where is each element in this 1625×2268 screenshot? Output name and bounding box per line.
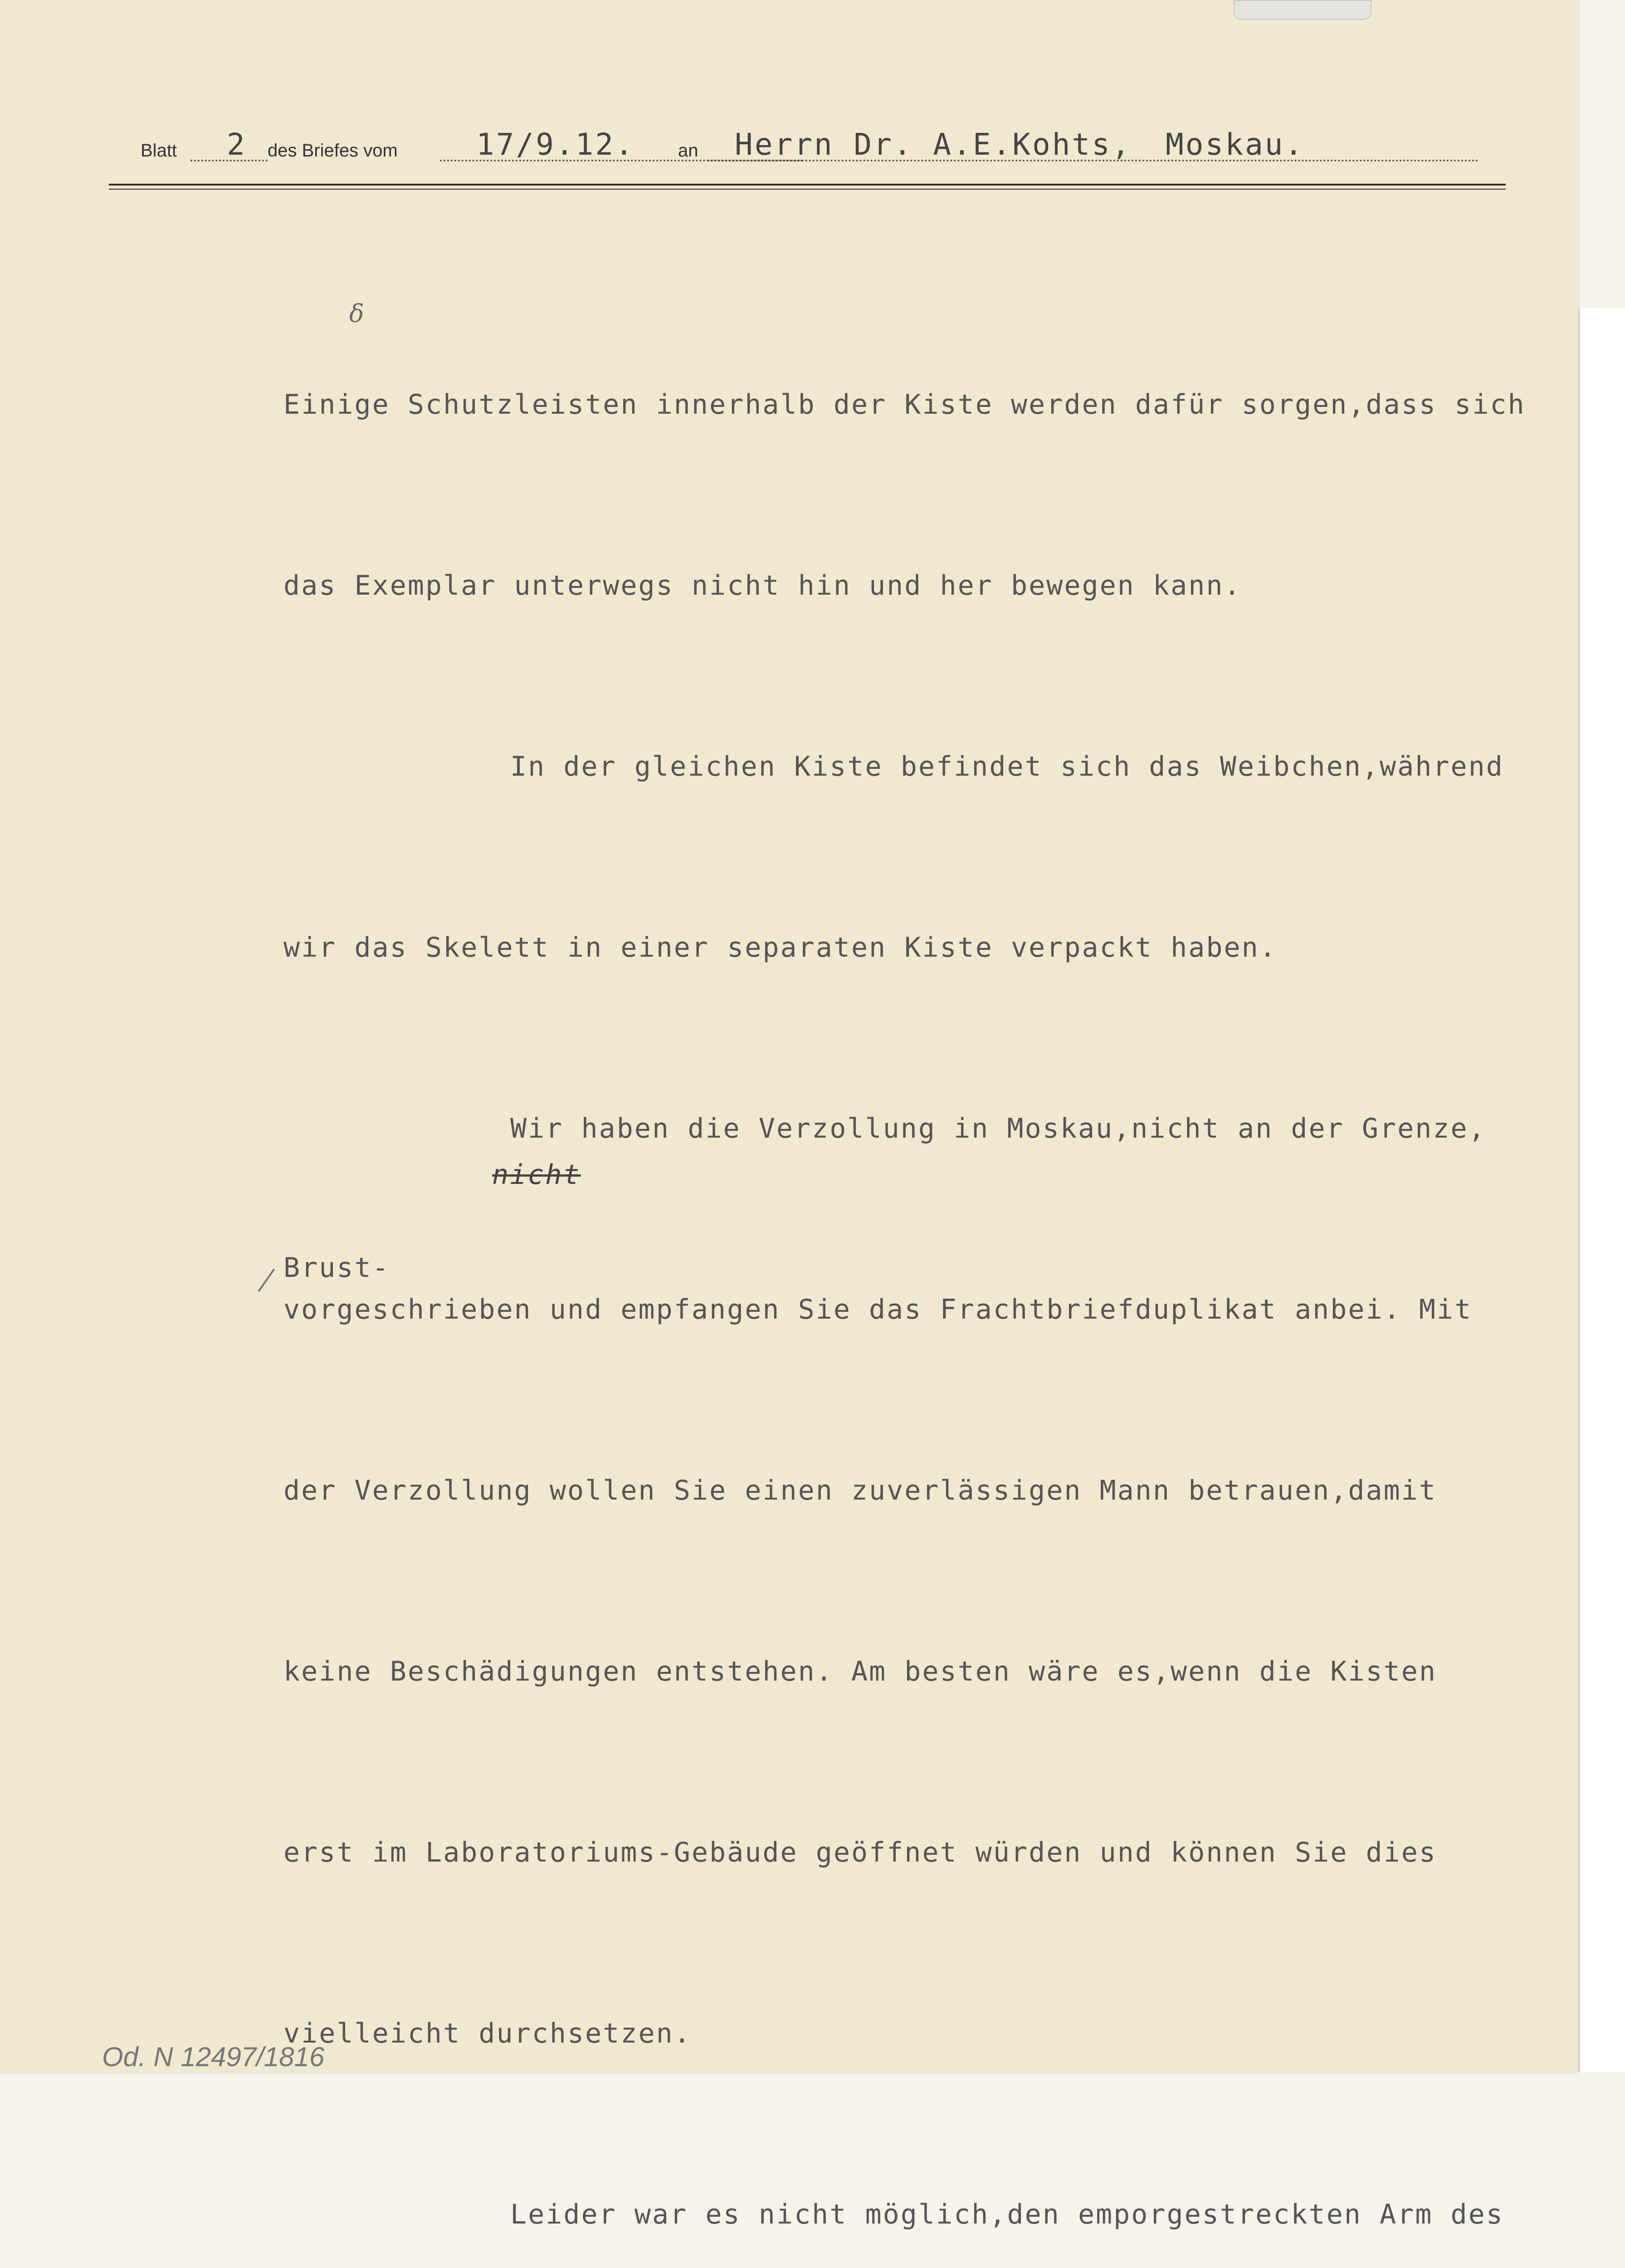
body-line: Leider war es nicht möglich,den emporgestreckten Arm des	[510, 2199, 1504, 2230]
blatt-label: Blatt	[141, 141, 177, 161]
blatt-value: 2	[227, 127, 247, 162]
briefes-label: des Briefes vom	[268, 141, 398, 161]
strikethrough-word: nicht	[492, 1159, 581, 1191]
body-line: der Verzollung wollen Sie einen zuverlässigen Mann betrauen,damit	[283, 1475, 1437, 1506]
body-line: vorgeschrieben und empfangen Sie das Frachtbriefduplikat anbei. Mit	[283, 1294, 1473, 1325]
body-line: keine Beschädigungen entstehen. Am besten wäre es,wenn die Kisten	[283, 1656, 1437, 1687]
letter-body	[283, 254, 1590, 2268]
body-line: In der gleichen Kiste befindet sich das Weibchen,während	[510, 751, 1504, 782]
an-label: an	[678, 141, 698, 161]
paper-clip	[1234, 0, 1371, 20]
body-line: wir das Skelett in einer separaten Kiste verpackt haben.	[283, 932, 1277, 963]
header-rule-thin	[109, 189, 1506, 190]
header-rule	[109, 184, 1506, 186]
body-line: Wir haben die Verzollung in Moskau,nicht an der Grenze,	[510, 1113, 1486, 1144]
recipient-city: Moskau.	[1166, 127, 1305, 162]
body-line: Einige Schutzleisten innerhalb der Kiste werden dafür sorgen,dass sich	[283, 389, 1526, 420]
body-line: vielleicht durchsetzen.	[283, 2018, 692, 2049]
brust-insertion: Brust-	[283, 1252, 390, 1284]
letter-header	[141, 127, 1479, 181]
body-line: das Exemplar unterwegs nicht hin und her bewegen kann.	[283, 570, 1242, 601]
superscript-mark: δ	[349, 299, 364, 328]
archive-stamp: Od. N 12497/1816	[102, 2042, 325, 2072]
letter-date: 17/9.12.	[476, 127, 635, 162]
insertion-stroke	[258, 1269, 275, 1292]
body-line: erst im Laboratoriums-Gebäude geöffnet würden und können Sie dies	[283, 1837, 1437, 1868]
recipient-name: Herrn Dr. A.E.Kohts,	[735, 127, 1132, 162]
